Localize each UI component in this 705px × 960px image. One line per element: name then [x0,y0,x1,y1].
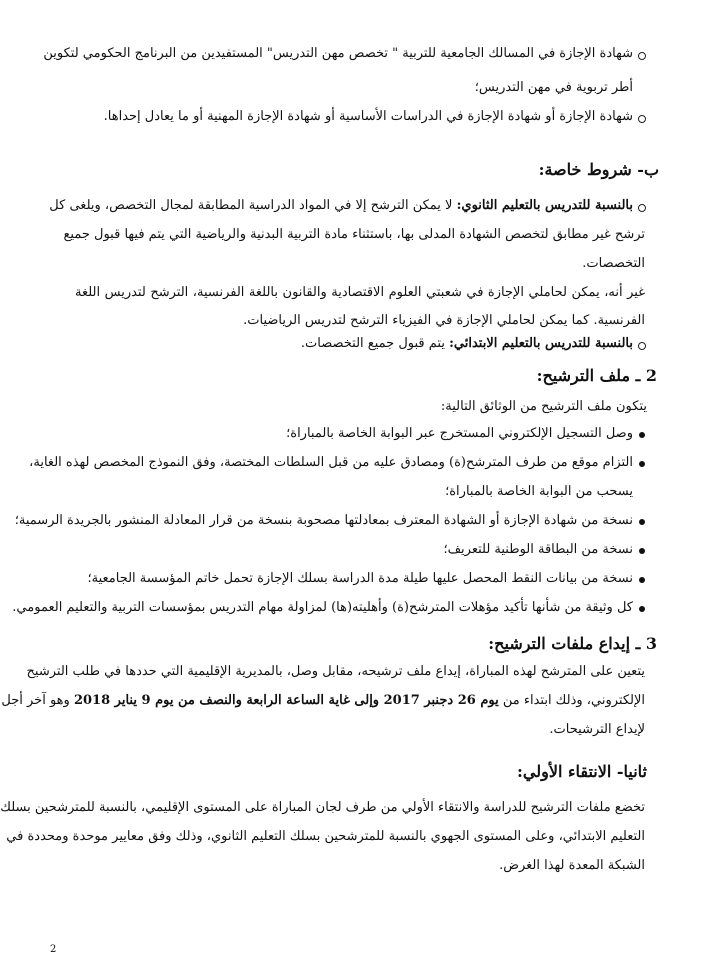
doc-line: شهادة الإجازة في المسالك الجامعية للتربية " تخصص مهن التدريس" المستفيدين من البرنامج الحكومي لتكوين [43,46,633,61]
doc-line: لإيداع الترشيحات. [549,722,645,737]
doc-line: التعليم الابتدائي، وعلى المستوى الجهوي بالنسبة للمترشحين بسلك التعليم الثانوي، وذلك وفق معايير موحدة ومحددة في [6,829,645,844]
doc-line: التزام موقع من طرف المترشح(ة) ومصادق عليه من قبل السلطات المختصة، وفق النموذج المخصص لهذه الغاية، [29,455,633,470]
doc-line [1,692,645,710]
doc-line: تخضع ملفات الترشيح للدراسة والانتقاء الأولي من طرف لجان المباراة على المستوى الإقليمي، بالنسبة للمترشحين بسلك [0,800,645,815]
doc-line: كل وثيقة من شأنها تأكيد مؤهلات المترشح(ة) وأهليته(ها) لمزاولة مهام التدريس بمؤسسات التربية والتعليم العمومي. [12,600,633,615]
bullet-icon [639,606,645,612]
doc-line: نسخة من شهادة الإجازة أو الشهادة المعترف بمعادلتها مصحوبة بنسخة من قرار المعادلة المنشور بالجريدة الرسمية؛ [14,513,633,528]
doc-line [49,197,633,215]
doc-line: يتكون ملف الترشيح من الوثائق التالية: [440,399,647,414]
doc-line [75,335,633,353]
bullet-icon [639,432,645,438]
doc-line: يتعين على المترشح لهذه المباراة، إيداع ملف ترشيحه، مقابل وصل، بالمديرية الإقليمية التي حددها في طلب الترشيح [26,664,645,679]
page-number: 2 [50,944,57,955]
doc-line: نسخة من بيانات النقط المحصل عليها طيلة مدة الدراسة بسلك الإجازة تحمل خاتم المؤسسة الجامعية؛ [87,571,633,586]
bullet-icon [639,548,645,554]
deposit-text: وهو آخر أجل [1,693,70,708]
section-heading: ب- شروط خاصة: [538,160,659,179]
doc-line: التخصصات. [582,256,645,271]
doc-line: الفرنسية. كما يمكن لحاملي الإجازة في الفيزياء الترشح لتدريس الرياضيات. [243,313,645,328]
bullet-icon [639,461,645,467]
doc-line: شهادة الإجازة أو شهادة الإجازة في الدراسات الأساسية أو شهادة الإجازة المهنية أو ما يعادل إحداها. [103,109,633,124]
primary-text: يتم قبول جميع التخصصات. [300,336,445,351]
deposit-dates: يوم 26 دجنبر 2017 وإلى غاية الساعة الرابعة والنصف من يوم 9 يناير 2018 [73,693,499,708]
doc-line: ترشح غير مطابق لتخصص الشهادة المدلى بها، باستثناء مادة التربية البدنية والرياضية التي يتم فيها قبول جميع [63,227,645,242]
doc-line: نسخة من البطاقة الوطنية للتعريف؛ [443,542,633,557]
hollow-bullet-icon [638,342,646,350]
primary-label: بالنسبة للتدريس بالتعليم الابتدائي: [449,336,633,351]
section-heading: 2 ـ ملف الترشيح: [536,366,657,385]
deposit-text: الإلكتروني، وذلك ابتداء من [502,693,645,708]
doc-line: غير أنه، يمكن لحاملي الإجازة في شعبتي العلوم الاقتصادية والقانون باللغة الفرنسية، الترشح لتدريس اللغة [75,285,645,300]
doc-line: الشبكة المعدة لهذا الغرض. [499,858,645,873]
section-heading: 3 ـ إيداع ملفات الترشيح: [488,634,657,653]
doc-line: وصل التسجيل الإلكتروني المستخرج عبر البوابة الخاصة بالمباراة؛ [286,426,633,441]
doc-line: أطر تربوية في مهن التدريس؛ [474,80,633,95]
bullet-icon [639,577,645,583]
doc-line: يسحب من البوابة الخاصة بالمباراة؛ [445,484,633,499]
bullet-icon [639,519,645,525]
secondary-text: لا يمكن الترشح إلا في المواد الدراسية المطابقة لمجال التخصص، ويلغى كل [49,198,453,213]
section-heading: ثانيا- الانتقاء الأولي: [516,762,647,781]
hollow-bullet-icon [638,52,646,60]
hollow-bullet-icon [638,204,646,212]
hollow-bullet-icon [638,115,646,123]
secondary-label: بالنسبة للتدريس بالتعليم الثانوي: [456,198,633,213]
